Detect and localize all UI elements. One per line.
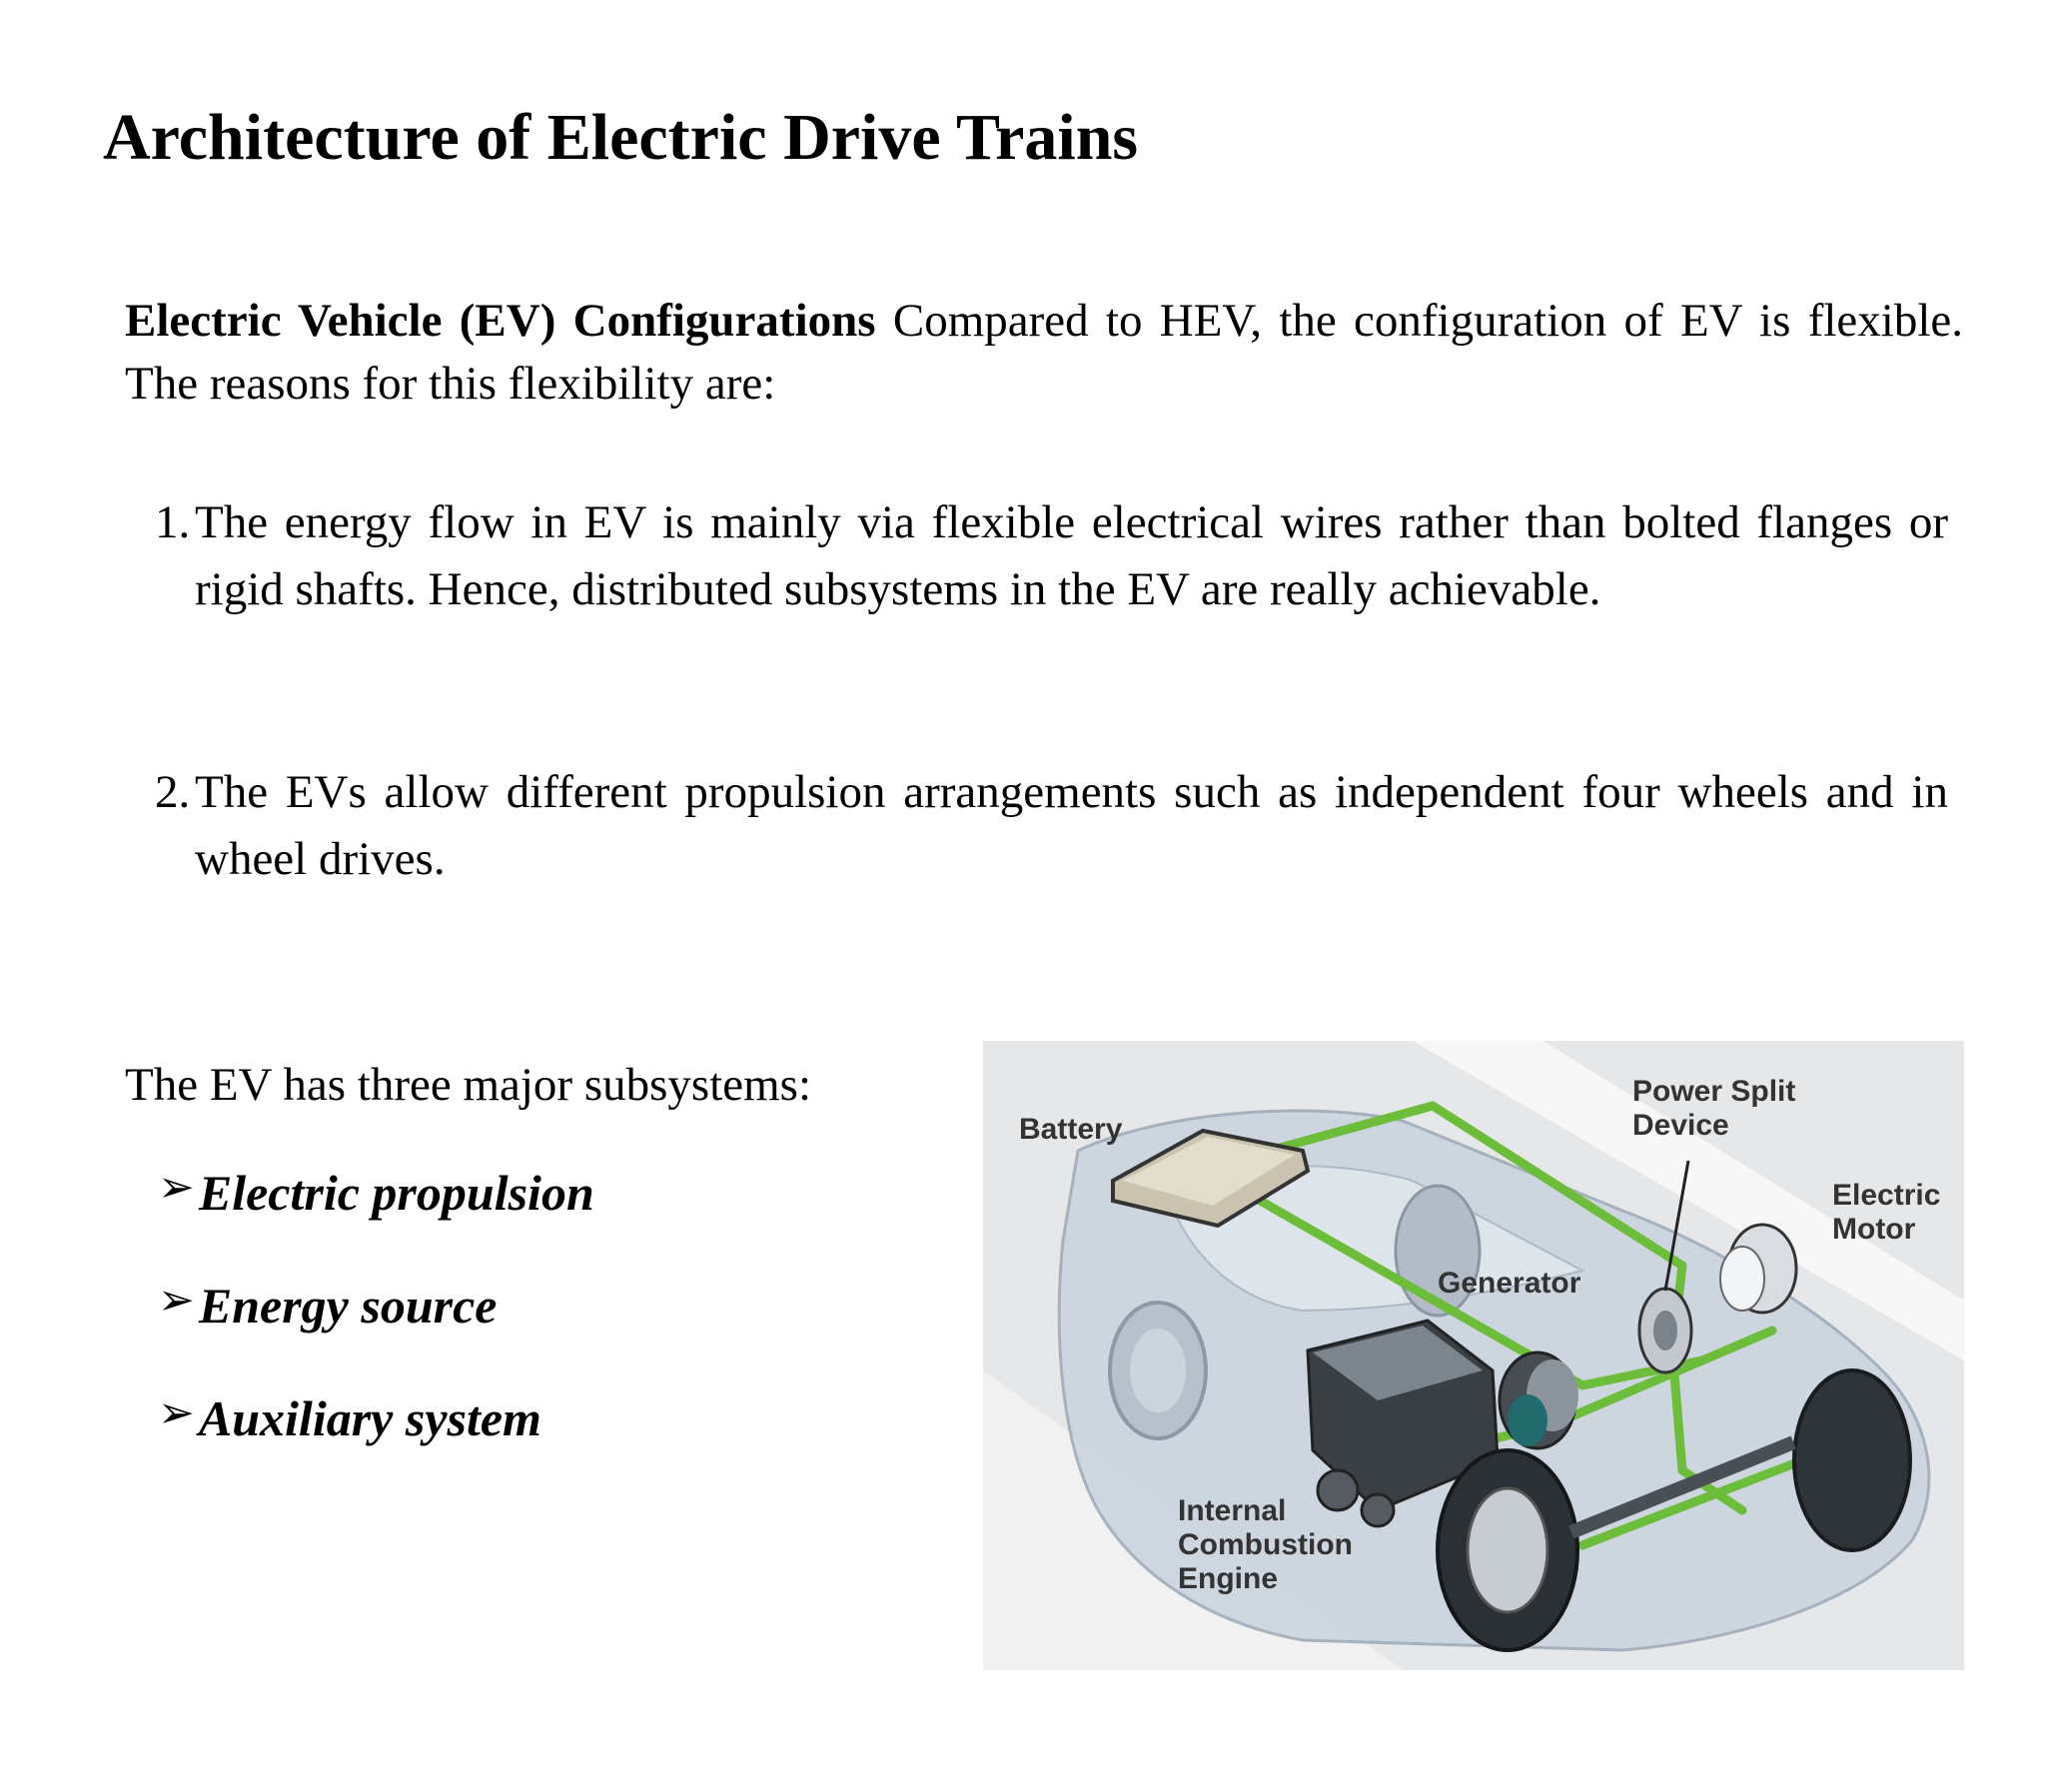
bullet-text: Auxiliary system bbox=[198, 1390, 541, 1446]
arrowhead-icon: ➢ bbox=[158, 1276, 195, 1325]
label-generator: Generator bbox=[1438, 1267, 1581, 1300]
label-power-split: Device bbox=[1632, 1109, 1729, 1142]
rear-wheel-hub bbox=[1130, 1329, 1186, 1412]
intro-text: Compared to HEV, the configuration of EV is flexible. The reasons for this flexibility are: bbox=[125, 295, 1963, 410]
list-text: The energy flow in EV is mainly via flexible electrical wires rather than bolted flanges or rigid shafts. Hence, distributed subsystems in the EV are really achievable. bbox=[195, 496, 1948, 615]
arrowhead-icon: ➢ bbox=[158, 1388, 195, 1437]
intro-paragraph bbox=[125, 290, 1963, 416]
bullet-text: Energy source bbox=[198, 1278, 498, 1334]
generator-hub bbox=[1508, 1394, 1547, 1446]
list-item bbox=[155, 489, 1948, 623]
power-split-hub bbox=[1653, 1311, 1677, 1350]
intro-heading: Electric Vehicle (EV) Configurations bbox=[125, 295, 876, 347]
front-wheel-hub bbox=[1468, 1488, 1547, 1612]
list-number: 2. bbox=[155, 766, 191, 818]
bullet-item bbox=[158, 1164, 594, 1222]
engine-pulley bbox=[1362, 1494, 1394, 1526]
front-wheel bbox=[1794, 1370, 1910, 1550]
motor-face bbox=[1720, 1247, 1764, 1311]
bullet-text: Electric propulsion bbox=[198, 1165, 594, 1221]
label-electric-motor: Motor bbox=[1832, 1213, 1916, 1246]
label-ice: Engine bbox=[1178, 1562, 1279, 1595]
label-power-split: Power Split bbox=[1632, 1075, 1796, 1108]
label-electric-motor: Electric bbox=[1832, 1179, 1941, 1212]
list-item bbox=[155, 759, 1948, 893]
list-number: 1. bbox=[155, 496, 191, 548]
arrowhead-icon: ➢ bbox=[158, 1163, 195, 1212]
page-title: Architecture of Electric Drive Trains bbox=[103, 101, 1139, 174]
list-text: The EVs allow different propulsion arrangements such as independent four wheels and in wheel drives. bbox=[195, 766, 1948, 885]
engine-pulley bbox=[1318, 1470, 1358, 1510]
bullet-item bbox=[158, 1389, 541, 1447]
subsystems-heading: The EV has three major subsystems: bbox=[125, 1059, 812, 1111]
hybrid-car-diagram bbox=[983, 1041, 1964, 1670]
label-battery: Battery bbox=[1019, 1113, 1123, 1146]
bullet-item bbox=[158, 1277, 497, 1335]
label-ice: Combustion bbox=[1178, 1528, 1353, 1561]
label-ice: Internal bbox=[1178, 1494, 1287, 1527]
